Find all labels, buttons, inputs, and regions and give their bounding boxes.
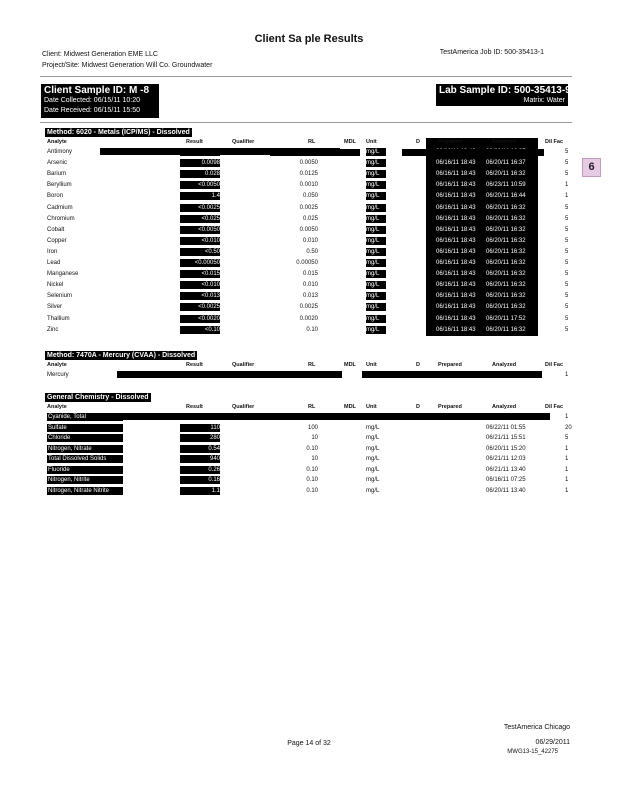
- col-mdl: MDL: [344, 139, 356, 145]
- analyzed-date: 06/21/11 13:40: [486, 466, 526, 473]
- col-analyzed: Analyzed: [492, 404, 517, 410]
- page-title: Client Sa ple Results: [254, 33, 364, 45]
- dilution-factor: 5: [565, 293, 569, 300]
- rl-value: 0.010: [302, 282, 318, 289]
- analyzed-date: 06/20/11 16:32: [486, 237, 536, 245]
- analyte-name: Manganese: [47, 271, 79, 278]
- project-site: Project/Site: Midwest Generation Will Co. Groundwater: [42, 62, 213, 69]
- unit-value: mg/L: [366, 445, 380, 452]
- rl-value: 0.0050: [299, 226, 318, 233]
- result-value: 940: [180, 455, 220, 463]
- analyzed-date: 06/20/11 16:44: [486, 192, 536, 200]
- col-qualifier: Qualifier: [232, 139, 255, 145]
- job-id: TestAmerica Job ID: 500-35413-1: [439, 49, 544, 56]
- col-analyte: Analyte: [47, 404, 67, 410]
- analyzed-date: 06/21/11 15:51: [486, 435, 526, 441]
- dilution-factor: 1: [565, 445, 569, 452]
- result-value: 280: [180, 434, 220, 442]
- result-value: <0.0025: [180, 303, 220, 311]
- col-prepared: Prepared: [438, 404, 462, 410]
- analyzed-date: 06/20/11 16:32: [486, 326, 536, 334]
- col-analyte: Analyte: [47, 362, 67, 368]
- result-value: 0.26: [180, 466, 220, 474]
- client-info: [42, 49, 212, 71]
- dilution-factor: 5: [565, 171, 569, 178]
- dilution-factor: 5: [565, 237, 569, 244]
- analyzed-date: 06/20/11 16:32: [486, 270, 536, 278]
- client-sample-id: Client Sample ID: M -8: [44, 85, 150, 96]
- result-value: <0.10: [180, 326, 220, 334]
- analyte-name: Cadmium: [47, 204, 73, 211]
- date-received: Date Received: 06/15/11 15:50: [44, 107, 140, 114]
- col-result: Result: [186, 362, 203, 368]
- analyzed-date: 06/20/11 16:32: [486, 215, 536, 223]
- redaction-bar: [362, 371, 542, 378]
- analyte-name: Nitrogen, Nitrite: [47, 476, 123, 484]
- rl-value: 0.10: [306, 487, 318, 494]
- redaction-bar: [402, 149, 544, 156]
- analyzed-date: 06/20/11 15:20: [486, 445, 526, 452]
- rl-value: 10: [311, 456, 318, 462]
- redaction-bar: [120, 413, 286, 420]
- analyte-name: Lead: [47, 260, 61, 266]
- result-value: <0.0050: [180, 226, 220, 234]
- rl-value: 0.10: [306, 466, 318, 473]
- prepared-date: 06/16/11 18:43: [436, 192, 486, 200]
- sample-divider: [40, 122, 572, 123]
- col-prepared: Prepared: [438, 139, 462, 145]
- result-value: 0.54: [180, 445, 220, 453]
- analyte-name: Beryllium: [47, 182, 72, 189]
- dilution-factor: 1: [565, 414, 569, 420]
- col-dil-fac: Dil Fac: [545, 362, 564, 368]
- analyzed-date: 06/20/11 13:40: [486, 487, 526, 494]
- dilution-factor: 1: [565, 182, 569, 189]
- prepared-date: 06/16/11 18:43: [436, 215, 486, 223]
- rl-value: 0.0010: [299, 182, 318, 189]
- analyte-name: Arsenic: [47, 160, 68, 167]
- dilution-factor: 20: [565, 424, 572, 431]
- analyte-name: Copper: [47, 237, 67, 244]
- dilution-factor: 5: [565, 282, 569, 289]
- dilution-factor: 1: [565, 487, 569, 494]
- result-value: 0.028: [180, 170, 220, 178]
- unit-value: mg/L: [366, 315, 386, 323]
- analyzed-date: 06/20/11 16:32: [486, 204, 536, 212]
- unit-value: mg/L: [366, 215, 386, 223]
- result-value: <0.013: [180, 292, 220, 300]
- dilution-factor: 5: [565, 271, 569, 278]
- result-value: 0.0098: [180, 159, 220, 167]
- prepared-date: 06/16/11 18:43: [436, 292, 486, 300]
- analyzed-date: 06/20/11 16:32: [486, 226, 536, 234]
- result-value: <0.010: [180, 237, 220, 245]
- unit-value: mg/L: [366, 281, 386, 289]
- prepared-date: 06/16/11 18:43: [436, 315, 486, 323]
- rl-value: 0.0050: [299, 160, 318, 167]
- rl-value: 0.00050: [296, 260, 318, 266]
- col-rl: RL: [308, 139, 316, 145]
- dilution-factor: 1: [565, 477, 569, 483]
- redaction-bar: [270, 149, 360, 156]
- rl-value: 0.0125: [299, 171, 318, 178]
- dilution-factor: 1: [565, 372, 569, 378]
- col-unit: Unit: [366, 404, 377, 410]
- unit-value: mg/L: [366, 466, 380, 473]
- result-value: <0.0050: [180, 181, 220, 189]
- col-result: Result: [186, 404, 203, 410]
- dilution-factor: 1: [565, 456, 569, 462]
- col-d: D: [416, 139, 420, 145]
- matrix: Matrix: Water: [523, 97, 565, 104]
- analyzed-date: 06/20/11 16:32: [486, 292, 536, 300]
- prepared-date: 06/16/11 18:43: [436, 159, 486, 167]
- dilution-factor: 5: [565, 160, 569, 167]
- prepared-date: 06/16/11 18:43: [436, 248, 486, 256]
- prepared-date: 06/16/11 18:43: [436, 281, 486, 289]
- analyte-name: Sulfate: [47, 424, 123, 432]
- result-value: <0.025: [180, 215, 220, 223]
- analyzed-date: 06/20/11 16:32: [486, 303, 536, 311]
- analyte-name: Cobalt: [47, 226, 65, 233]
- rl-value: 0.0025: [299, 204, 318, 211]
- page-number: Page 14 of 32: [287, 740, 331, 747]
- dilution-factor: 5: [565, 149, 569, 155]
- rl-value: 0.0025: [299, 304, 318, 311]
- col-rl: RL: [308, 362, 316, 368]
- analyte-name: Mercury: [47, 372, 69, 378]
- analyte-name: Barium: [47, 171, 67, 178]
- analyte-name: Chromium: [47, 215, 75, 222]
- prepared-date: 06/16/11 18:43: [436, 270, 486, 278]
- analyzed-date: 06/16/11 07:25: [486, 477, 526, 483]
- rl-value: 0.025: [302, 215, 318, 222]
- footer-company: TestAmerica Chicago: [503, 724, 570, 731]
- result-value: 1.4: [180, 192, 220, 200]
- rl-value: 0.013: [302, 293, 318, 300]
- dilution-factor: 1: [565, 466, 569, 473]
- prepared-date: 06/16/11 18:43: [436, 237, 486, 245]
- col-dil-fac: Dil Fac: [545, 139, 564, 145]
- col-analyzed: Analyzed: [492, 362, 517, 368]
- analyte-name: Silver: [47, 304, 63, 311]
- result-value: <0.0020: [180, 315, 220, 323]
- analyzed-date: 06/20/11 16:32: [486, 281, 536, 289]
- unit-value: mg/L: [366, 487, 380, 494]
- rl-value: 0.010: [302, 237, 318, 244]
- col-dil-fac: Dil Fac: [545, 404, 564, 410]
- prepared-date: 06/16/11 18:43: [436, 259, 486, 267]
- dilution-factor: 5: [565, 204, 569, 211]
- result-value: <0.010: [180, 281, 220, 289]
- analyte-name: Total Dissolved Solids: [47, 455, 123, 463]
- unit-value: mg/L: [366, 248, 386, 256]
- analyte-name: Boron: [47, 193, 64, 200]
- rl-value: 0.10: [306, 326, 318, 333]
- analyte-name: Selenium: [47, 293, 73, 300]
- col-qualifier: Qualifier: [232, 404, 255, 410]
- result-value: 1.1: [180, 487, 220, 495]
- unit-value: mg/L: [366, 237, 386, 245]
- col-unit: Unit: [366, 139, 377, 145]
- unit-value: mg/L: [366, 226, 386, 234]
- analyzed-date: 06/20/11 17:52: [486, 315, 536, 323]
- redaction-bar: [286, 413, 550, 420]
- result-value: <0.0025: [180, 204, 220, 212]
- date-collected: Date Collected: 06/15/11 10:20: [44, 97, 140, 104]
- analyte-name: Fluoride: [47, 466, 123, 474]
- result-value: <0.50: [180, 248, 220, 256]
- rl-value: 0.015: [302, 271, 318, 278]
- dilution-factor: 5: [565, 304, 569, 311]
- lab-sample-id: Lab Sample ID: 500-35413-9: [439, 85, 571, 96]
- col-analyzed: Analyzed: [492, 139, 517, 145]
- mercury-method-title: Method: 7470A - Mercury (CVAA) - Dissolved: [47, 352, 196, 359]
- prepared-date: 06/16/11 18:43: [436, 326, 486, 334]
- col-mdl: MDL: [344, 404, 356, 410]
- dilution-factor: 5: [565, 315, 569, 322]
- analyte-name: Cyanide, Total: [47, 413, 123, 421]
- analyte-name: Nitrogen, Nitrate Nitrite: [47, 487, 123, 495]
- prepared-date: 06/16/11 18:43: [436, 303, 486, 311]
- dilution-factor: 1: [565, 193, 569, 200]
- analyte-name: Zinc: [47, 326, 59, 333]
- unit-value: mg/L: [366, 477, 380, 483]
- unit-value: mg/L: [366, 303, 386, 311]
- rl-value: 0.10: [306, 477, 318, 483]
- prepared-date: 06/16/11 18:43: [436, 204, 486, 212]
- prepared-date: 06/16/11 18:43: [436, 181, 486, 189]
- dilution-factor: 5: [565, 248, 569, 255]
- client-name: Client: Midwest Generation EME LLC: [42, 51, 158, 58]
- unit-value: mg/L: [366, 159, 386, 167]
- col-prepared: Prepared: [438, 362, 462, 368]
- unit-value: mg/L: [366, 181, 386, 189]
- analyzed-date: 06/20/11 16:32: [486, 248, 536, 256]
- rl-value: 0.50: [306, 248, 318, 255]
- col-analyte: Analyte: [47, 139, 67, 145]
- rl-value: 0.0020: [299, 315, 318, 322]
- prepared-date: 06/16/11 18:43: [436, 170, 486, 178]
- col-rl: RL: [308, 404, 316, 410]
- header-divider: [40, 76, 572, 77]
- metals-method-title: Method: 6020 - Metals (ICP/MS) - Dissolved: [47, 129, 190, 136]
- result-value: <0.015: [180, 270, 220, 278]
- col-d: D: [416, 404, 420, 410]
- dilution-factor: 5: [565, 260, 569, 266]
- col-d: D: [416, 362, 420, 368]
- unit-value: mg/L: [366, 148, 386, 156]
- redaction-bar: [286, 371, 342, 378]
- analyte-name: Chloride: [47, 434, 123, 442]
- result-value: 110: [180, 424, 220, 432]
- unit-value: mg/L: [366, 435, 380, 441]
- analyte-name: Antimony: [47, 149, 73, 155]
- col-unit: Unit: [366, 362, 377, 368]
- col-mdl: MDL: [344, 362, 356, 368]
- footer-code: MWG13-15_42275: [507, 749, 558, 755]
- analyzed-date: 06/23/11 10:59: [486, 181, 536, 189]
- lab-sample-box: [436, 84, 571, 106]
- analyzed-date: 06/20/11 16:32: [486, 259, 536, 267]
- analyte-name: Nickel: [47, 282, 64, 289]
- result-value: 0.16: [180, 476, 220, 484]
- col-result: Result: [186, 139, 203, 145]
- dilution-factor: 5: [565, 435, 569, 441]
- unit-value: mg/L: [366, 424, 380, 431]
- unit-value: mg/L: [366, 326, 386, 334]
- rl-value: 0.10: [306, 445, 318, 452]
- unit-value: mg/L: [366, 170, 386, 178]
- analyzed-date: 06/22/11 01:55: [486, 424, 526, 431]
- unit-value: mg/L: [366, 456, 380, 462]
- dilution-factor: 5: [565, 326, 569, 333]
- dilution-factor: 5: [565, 226, 569, 233]
- unit-value: mg/L: [366, 292, 386, 300]
- result-value: <0.00050: [180, 259, 220, 267]
- col-qualifier: Qualifier: [232, 362, 255, 368]
- general-method-title: General Chemistry - Dissolved: [47, 394, 149, 401]
- redaction-bar: [117, 371, 287, 378]
- dilution-factor: 5: [565, 215, 569, 222]
- rl-value: 0.050: [302, 193, 318, 200]
- section-tab-marker: 6: [582, 158, 601, 177]
- analyzed-date: 06/21/11 12:03: [486, 456, 526, 462]
- unit-value: mg/L: [366, 204, 386, 212]
- unit-value: mg/L: [366, 192, 386, 200]
- analyzed-date: 06/20/11 16:37: [486, 159, 536, 167]
- analyte-name: Thallium: [47, 315, 70, 322]
- rl-value: 10: [311, 435, 318, 441]
- client-sample-box: [41, 84, 159, 118]
- footer-date: 06/29/2011: [535, 739, 570, 746]
- rl-value: 100: [307, 424, 318, 431]
- unit-value: mg/L: [366, 270, 386, 278]
- analyzed-date: 06/20/11 16:32: [486, 170, 536, 178]
- prepared-date: 06/16/11 18:43: [436, 226, 486, 234]
- analyte-name: Nitrogen, Nitrate: [47, 445, 123, 453]
- unit-value: mg/L: [366, 259, 386, 267]
- analyte-name: Iron: [47, 248, 58, 255]
